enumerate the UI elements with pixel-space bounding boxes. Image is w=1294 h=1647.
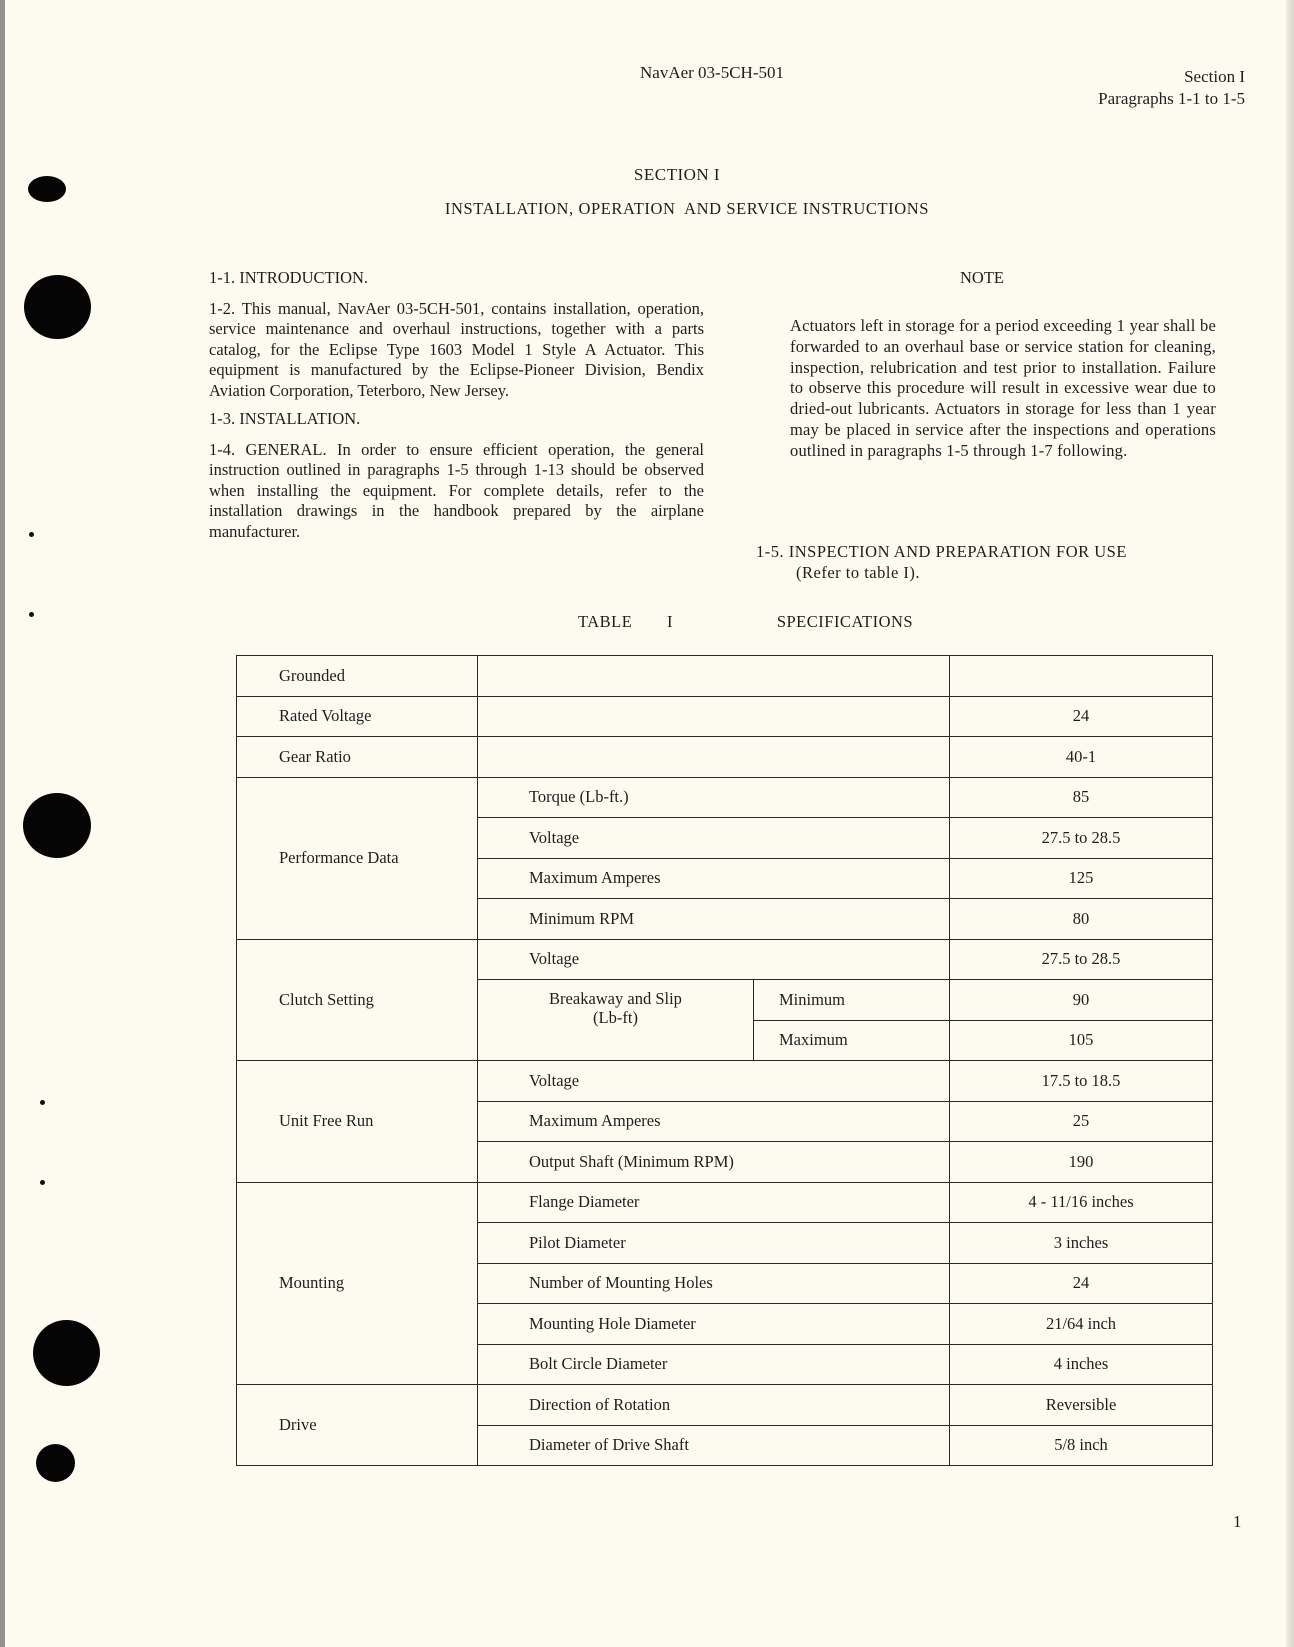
table-row <box>237 1061 1213 1102</box>
group-label: Clutch Setting <box>237 939 478 1061</box>
page-number: 1 <box>1233 1512 1242 1531</box>
group-label: Mounting <box>237 1182 478 1385</box>
row-label: Maximum Amperes <box>478 858 950 899</box>
section-ref <box>1098 66 1245 110</box>
row-label: Voltage <box>478 939 950 980</box>
row-label: Grounded <box>237 656 478 697</box>
row-value: 4 inches <box>950 1344 1213 1385</box>
row-value: 5/8 inch <box>950 1425 1213 1466</box>
row-label: Gear Ratio <box>237 737 478 778</box>
row-value: 24 <box>950 1263 1213 1304</box>
doc-number: NavAer 03-5CH-501 <box>640 63 784 82</box>
binder-hole-icon <box>23 793 91 858</box>
table-row <box>237 1385 1213 1426</box>
row-label: Pilot Diameter <box>478 1223 950 1264</box>
row-label: Output Shaft (Minimum RPM) <box>478 1142 950 1183</box>
table-row <box>237 939 1213 980</box>
paragraph-1-5-reference: (Refer to table I). <box>796 562 921 582</box>
table-row <box>237 1182 1213 1223</box>
row-value: 3 inches <box>950 1223 1213 1264</box>
table-row <box>237 696 1213 737</box>
paragraph-range: Paragraphs 1-1 to 1-5 <box>1098 89 1245 108</box>
row-label: Number of Mounting Holes <box>478 1263 950 1304</box>
row-label: Direction of Rotation <box>478 1385 950 1426</box>
row-label: Rated Voltage <box>237 696 478 737</box>
row-value: 27.5 to 28.5 <box>950 818 1213 859</box>
paragraph-1-5 <box>756 542 1127 583</box>
row-value: 80 <box>950 899 1213 940</box>
row-value: 105 <box>950 1020 1213 1061</box>
row-value <box>950 656 1213 697</box>
breakaway-unit: (Lb-ft) <box>593 1008 638 1027</box>
empty-cell <box>478 737 950 778</box>
row-value: 85 <box>950 777 1213 818</box>
note-title: NOTE <box>960 268 1004 287</box>
row-label: Maximum <box>754 1020 950 1061</box>
binder-pin-icon <box>40 1100 45 1105</box>
section-subtitle: INSTALLATION, OPERATION AND SERVICE INSTRUCTIONS <box>444 199 930 218</box>
row-label: Voltage <box>478 818 950 859</box>
table-row <box>237 737 1213 778</box>
page-edge-right <box>1286 0 1294 1647</box>
empty-cell <box>478 656 950 697</box>
group-label: Performance Data <box>237 777 478 939</box>
binder-pin-icon <box>40 1180 45 1185</box>
row-label: Minimum <box>754 980 950 1021</box>
row-label: Bolt Circle Diameter <box>478 1344 950 1385</box>
row-value: 190 <box>950 1142 1213 1183</box>
section-label: Section I <box>1184 67 1245 86</box>
row-label: Minimum RPM <box>478 899 950 940</box>
row-value: 24 <box>950 696 1213 737</box>
binder-pin-icon <box>29 532 34 537</box>
row-value: 4 - 11/16 inches <box>950 1182 1213 1223</box>
row-value: 125 <box>950 858 1213 899</box>
row-value: Reversible <box>950 1385 1213 1426</box>
table-title: TABLE I SPECIFICATIONS <box>578 612 914 631</box>
breakaway-text: Breakaway and Slip <box>549 989 682 1008</box>
heading-introduction: 1-1. INTRODUCTION. <box>209 268 369 287</box>
note-body: Actuators left in storage for a period exceeding 1 year shall be forwarded to an overhaul base or service station for cleaning, inspection, relubrication and test prior to installation. Failure to observe this procedure will result in excessive wear due to dried-out lubricants. Actuators in storage for less than 1 year may be placed in service after the inspections and operations outlined in paragraphs 1-5 through 1-7 following. <box>790 316 1216 460</box>
breakaway-label <box>478 980 754 1061</box>
row-label: Torque (Lb-ft.) <box>478 777 950 818</box>
row-label: Mounting Hole Diameter <box>478 1304 950 1345</box>
heading-installation: 1-3. INSTALLATION. <box>209 409 361 428</box>
row-label: Maximum Amperes <box>478 1101 950 1142</box>
row-value: 17.5 to 18.5 <box>950 1061 1213 1102</box>
binder-hole-icon <box>33 1320 100 1386</box>
group-label: Drive <box>237 1385 478 1466</box>
binder-hole-icon <box>24 275 91 339</box>
specifications-table <box>236 655 1213 1466</box>
row-value: 40-1 <box>950 737 1213 778</box>
row-label: Voltage <box>478 1061 950 1102</box>
table-row <box>237 777 1213 818</box>
binder-pin-icon <box>29 612 34 617</box>
row-value: 25 <box>950 1101 1213 1142</box>
binder-hole-icon <box>36 1444 75 1482</box>
page-edge-left <box>0 0 5 1647</box>
paragraph-1-5-heading: 1-5. INSPECTION AND PREPARATION FOR USE <box>756 542 1127 561</box>
paragraph-1-4: 1-4. GENERAL. In order to ensure efficient operation, the general instruction outlined in paragraphs 1-5 through 1-13 should be observed when installing the equipment. For complete details, refer to the installation drawings in the handbook prepared by the airplane manufacturer. <box>209 439 704 541</box>
paragraph-1-2: 1-2. This manual, NavAer 03-5CH-501, contains installation, operation, service maintenance and overhaul instructions, together with a parts catalog, for the Eclipse Type 1603 Model 1 Style A Actuator. This equipment is manufactured by the Eclipse-Pioneer Division, Bendix Aviation Corporation, Teterboro, New Jersey. <box>209 298 704 400</box>
section-title: SECTION I <box>633 165 721 184</box>
group-label: Unit Free Run <box>237 1061 478 1183</box>
row-label: Diameter of Drive Shaft <box>478 1425 950 1466</box>
row-value: 21/64 inch <box>950 1304 1213 1345</box>
row-label: Flange Diameter <box>478 1182 950 1223</box>
row-value: 90 <box>950 980 1213 1021</box>
empty-cell <box>478 696 950 737</box>
left-column <box>209 268 704 550</box>
table-row <box>237 656 1213 697</box>
row-value: 27.5 to 28.5 <box>950 939 1213 980</box>
